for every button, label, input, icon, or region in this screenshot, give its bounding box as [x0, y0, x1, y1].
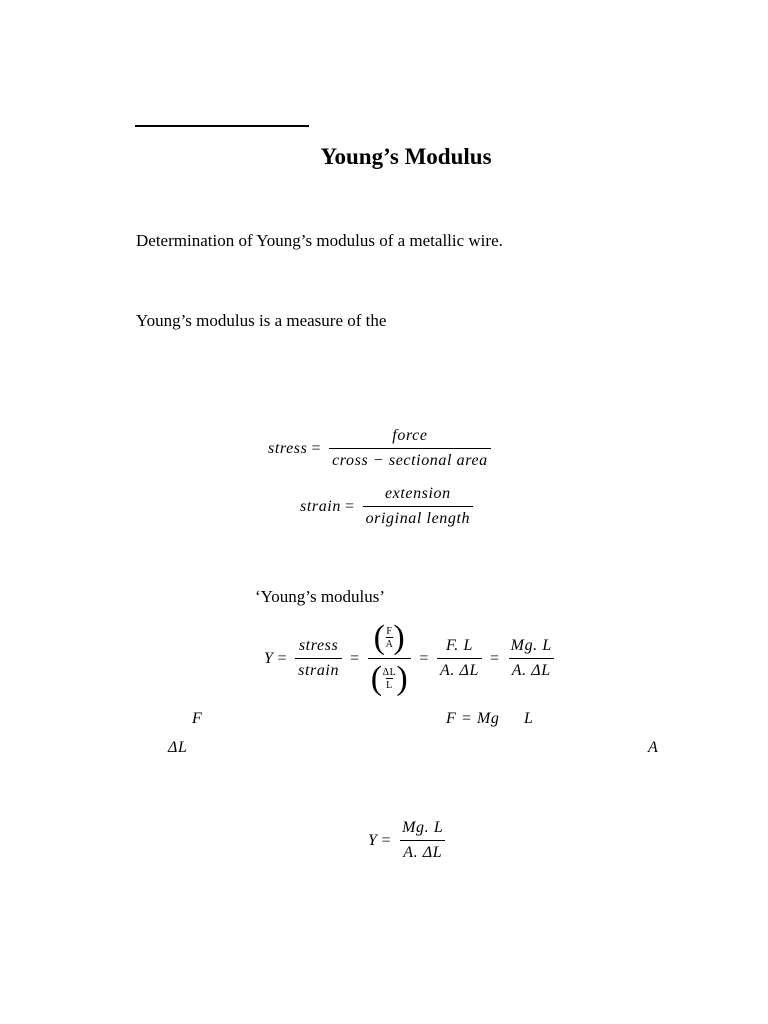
adl-denominator: A. ΔL	[509, 658, 554, 681]
nested-fraction	[368, 618, 412, 699]
equals-sign: =	[419, 649, 429, 667]
stress-denominator: cross − sectional area	[329, 448, 491, 471]
stress-equation	[268, 426, 495, 471]
stress-over-strain	[295, 636, 342, 681]
strain-equation	[300, 484, 477, 529]
fl-numerator: F. L	[445, 637, 473, 654]
equals-sign: =	[490, 649, 500, 667]
left-paren: (	[370, 660, 383, 697]
symbol-delta-l: ΔL	[168, 739, 188, 756]
header-rule	[135, 125, 309, 127]
f-top: F	[386, 626, 393, 637]
f-over-a	[386, 626, 394, 650]
stress-fraction	[329, 426, 491, 471]
strain-denominator: original length	[363, 506, 474, 529]
dl-top: ΔL	[382, 667, 397, 678]
mgl-over-adl	[508, 636, 555, 681]
nested-numerator	[371, 618, 409, 658]
left-paren: (	[373, 619, 386, 656]
final-lhs: Y	[368, 831, 378, 849]
final-equation	[368, 818, 450, 863]
dl-over-l	[383, 667, 397, 691]
symbol-l: L	[524, 710, 534, 727]
l-bottom: L	[386, 680, 393, 691]
equals-sign: =	[311, 439, 322, 457]
equals-sign: =	[350, 649, 360, 667]
nested-denominator	[368, 658, 412, 699]
final-numerator: Mg. L	[402, 819, 444, 836]
right-paren: )	[393, 619, 406, 656]
stress-numerator: force	[392, 427, 428, 444]
intro-text: Young’s modulus is a measure of the	[136, 311, 387, 330]
strain-numerator: extension	[384, 485, 451, 502]
right-paren: )	[396, 660, 409, 697]
adl-denominator: A. ΔL	[437, 658, 482, 681]
equals-sign: =	[277, 649, 288, 667]
ym-strain: strain	[295, 658, 342, 681]
final-fraction	[399, 818, 446, 863]
youngs-modulus-label: ‘Young’s modulus’	[255, 587, 386, 606]
strain-fraction	[363, 484, 474, 529]
symbol-f: F	[192, 710, 203, 727]
page-title: Young’s Modulus	[320, 144, 492, 169]
aim-text: Determination of Young’s modulus of a metallic wire.	[136, 231, 503, 250]
fl-over-adl	[437, 636, 482, 681]
stress-lhs: stress	[268, 439, 308, 457]
strain-lhs: strain	[300, 497, 341, 515]
youngs-modulus-equation	[264, 618, 559, 699]
a-bottom: A	[385, 639, 394, 650]
mgl-numerator: Mg. L	[510, 637, 552, 654]
ym-stress: stress	[298, 637, 339, 654]
y-lhs: Y	[264, 649, 274, 667]
equals-sign: =	[344, 497, 355, 515]
final-denominator: A. ΔL	[400, 840, 445, 863]
symbol-f-equals-mg: F = Mg	[446, 710, 500, 727]
equals-sign: =	[381, 831, 392, 849]
symbol-a: A	[648, 739, 659, 756]
